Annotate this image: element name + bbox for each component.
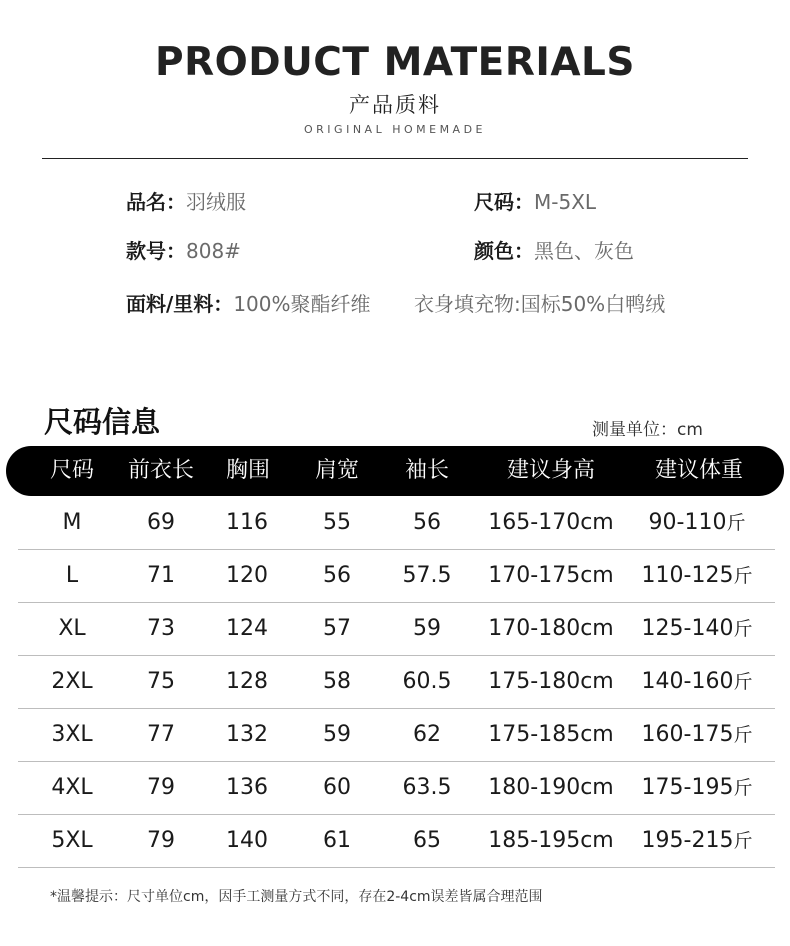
- cell-height: 170-175cm: [488, 563, 614, 588]
- weight-unit: 斤: [733, 830, 753, 852]
- cell-weight: [642, 655, 753, 708]
- cell-size: 2XL: [51, 669, 93, 694]
- info-fabric: [126, 288, 371, 317]
- cell-shoulder: 59: [323, 722, 351, 747]
- info-filling: [414, 288, 665, 317]
- weight-value: 160-175: [641, 722, 734, 747]
- info-model-value: 808#: [186, 239, 241, 263]
- cell-height: 165-170cm: [488, 510, 614, 535]
- cell-length: 77: [147, 722, 175, 747]
- cell-length: 69: [147, 510, 175, 535]
- cell-length: 79: [147, 775, 175, 800]
- header-weight: 建议体重: [654, 458, 744, 483]
- info-filling-value: 衣身填充物:国标50%白鸭绒: [414, 292, 666, 316]
- table-row: [18, 655, 775, 709]
- cell-size: XL: [58, 616, 86, 641]
- page-subtitle: ORIGINAL HOMEMADE: [304, 123, 486, 136]
- weight-unit: 斤: [733, 618, 753, 640]
- cell-length: 79: [147, 828, 175, 853]
- weight-value: 140-160: [641, 669, 734, 694]
- table-row: [18, 708, 775, 762]
- cell-sleeve: 56: [413, 510, 441, 535]
- cell-height: 175-180cm: [488, 669, 614, 694]
- info-size-value: M-5XL: [534, 190, 597, 214]
- cell-chest: 132: [226, 722, 268, 747]
- cell-sleeve: 65: [413, 828, 441, 853]
- table-row: [18, 602, 775, 656]
- weight-value: 175-195: [641, 775, 734, 800]
- cell-weight: [642, 549, 753, 602]
- cell-size: 4XL: [51, 775, 93, 800]
- weight-value: 195-215: [641, 828, 734, 853]
- header-sleeve: 袖长: [404, 458, 450, 483]
- cell-weight: [642, 761, 753, 814]
- info-name-label: 品名：: [126, 190, 186, 214]
- table-row: [18, 496, 775, 550]
- cell-sleeve: 63.5: [402, 775, 452, 800]
- header-shoulder: 肩宽: [314, 458, 360, 483]
- info-model-label: 款号：: [126, 239, 186, 263]
- size-section-title: 尺码信息: [44, 405, 161, 439]
- cell-length: 73: [147, 616, 175, 641]
- cell-height: 175-185cm: [488, 722, 614, 747]
- page-title-cn: 产品质料: [349, 93, 441, 117]
- weight-unit: 斤: [733, 777, 753, 799]
- header-height: 建议身高: [506, 458, 596, 483]
- cell-height: 185-195cm: [488, 828, 614, 853]
- table-row: [18, 549, 775, 603]
- weight-unit: 斤: [733, 565, 753, 587]
- cell-chest: 136: [226, 775, 268, 800]
- cell-chest: 116: [226, 510, 268, 535]
- info-fabric-label: 面料/里料：: [126, 292, 234, 316]
- cell-weight: [649, 496, 746, 549]
- info-color: [474, 235, 634, 264]
- info-name: [126, 186, 246, 215]
- info-fabric-value: 100%聚酯纤维: [233, 292, 371, 316]
- cell-shoulder: 60: [323, 775, 351, 800]
- cell-shoulder: 61: [323, 828, 351, 853]
- cell-size: 3XL: [51, 722, 93, 747]
- cell-chest: 128: [226, 669, 268, 694]
- cell-size: M: [62, 510, 82, 535]
- weight-value: 90-110: [648, 510, 727, 535]
- table-row: [18, 814, 775, 868]
- cell-height: 170-180cm: [488, 616, 614, 641]
- header-length: 前衣长: [127, 458, 195, 483]
- cell-size: L: [65, 563, 79, 588]
- cell-shoulder: 58: [323, 669, 351, 694]
- info-color-label: 颜色：: [474, 239, 534, 263]
- cell-shoulder: 55: [323, 510, 351, 535]
- cell-shoulder: 56: [323, 563, 351, 588]
- weight-value: 110-125: [641, 563, 734, 588]
- cell-chest: 120: [226, 563, 268, 588]
- cell-chest: 124: [226, 616, 268, 641]
- cell-shoulder: 57: [323, 616, 351, 641]
- weight-value: 125-140: [641, 616, 734, 641]
- cell-size: 5XL: [51, 828, 93, 853]
- info-size: [474, 186, 596, 215]
- cell-length: 75: [147, 669, 175, 694]
- table-row: [18, 761, 775, 815]
- cell-sleeve: 62: [413, 722, 441, 747]
- cell-height: 180-190cm: [488, 775, 614, 800]
- header-size: 尺码: [49, 458, 95, 483]
- weight-unit: 斤: [733, 671, 753, 693]
- cell-weight: [642, 602, 753, 655]
- cell-sleeve: 57.5: [402, 563, 452, 588]
- page-title: PRODUCT MATERIALS: [155, 40, 635, 85]
- footnote: *温馨提示：尺寸单位cm，因手工测量方式不同，存在2-4cm误差皆属合理范围: [50, 889, 543, 905]
- info-color-value: 黑色、灰色: [534, 239, 634, 263]
- header-divider: [42, 158, 748, 159]
- unit-note: 测量单位：cm: [592, 420, 703, 440]
- cell-chest: 140: [226, 828, 268, 853]
- size-table-header: [6, 446, 784, 496]
- cell-weight: [642, 814, 753, 867]
- info-size-label: 尺码：: [474, 190, 534, 214]
- weight-unit: 斤: [733, 724, 753, 746]
- weight-unit: 斤: [726, 512, 746, 534]
- cell-sleeve: 60.5: [402, 669, 452, 694]
- cell-sleeve: 59: [413, 616, 441, 641]
- cell-weight: [642, 708, 753, 761]
- info-name-value: 羽绒服: [186, 190, 246, 214]
- header-chest: 胸围: [225, 458, 271, 483]
- info-model: [126, 235, 241, 264]
- cell-length: 71: [147, 563, 175, 588]
